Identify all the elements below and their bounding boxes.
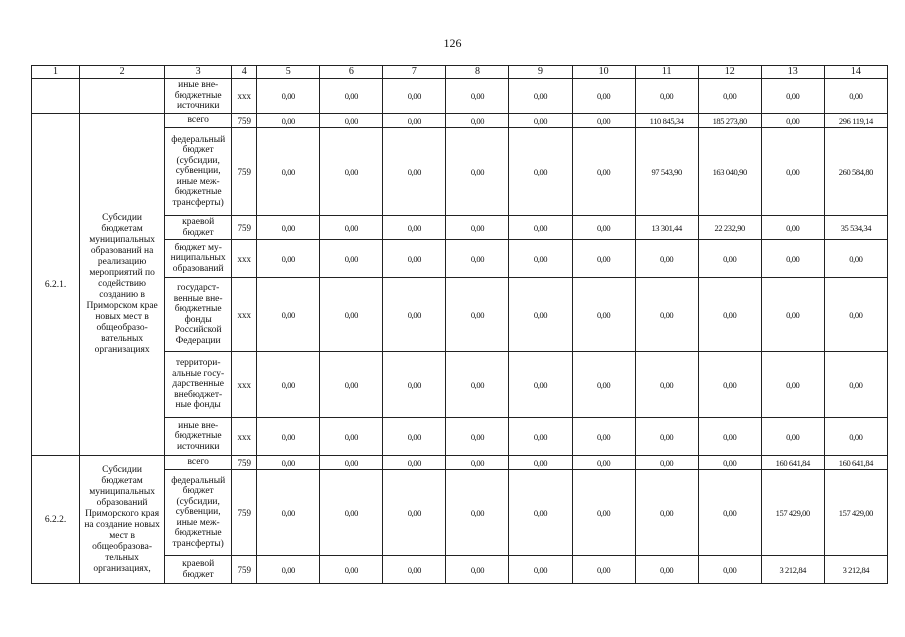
value-cell: 0,00 (320, 79, 383, 114)
value-cell: 0,00 (761, 352, 824, 418)
source-cell: всего (165, 114, 232, 128)
header-cell: 9 (509, 66, 572, 79)
value-cell: 3 212,84 (824, 556, 887, 584)
value-cell: 160 641,84 (824, 456, 887, 470)
header-cell: 13 (761, 66, 824, 79)
value-cell: 0,00 (320, 456, 383, 470)
header-cell: 8 (446, 66, 509, 79)
value-cell: 0,00 (446, 456, 509, 470)
value-cell: 0,00 (572, 128, 635, 216)
value-cell: 0,00 (446, 128, 509, 216)
value-cell: 0,00 (698, 79, 761, 114)
value-cell: 0,00 (446, 114, 509, 128)
value-cell: 0,00 (446, 79, 509, 114)
value-cell: 0,00 (383, 278, 446, 352)
value-cell: 0,00 (572, 216, 635, 240)
value-cell: 0,00 (320, 128, 383, 216)
value-cell: 0,00 (509, 556, 572, 584)
value-cell: 0,00 (761, 114, 824, 128)
code-cell: 6.2.2. (32, 456, 80, 584)
kbk-cell: ххх (232, 79, 257, 114)
value-cell: 0,00 (824, 352, 887, 418)
value-cell: 0,00 (257, 278, 320, 352)
value-cell: 163 040,90 (698, 128, 761, 216)
value-cell: 0,00 (635, 556, 698, 584)
source-cell: бюджет му-ниципальных образований (165, 240, 232, 278)
value-cell: 0,00 (257, 79, 320, 114)
header-row (32, 66, 888, 79)
budget-table (31, 65, 888, 584)
header-cell: 2 (80, 66, 165, 79)
source-cell: краевой бюджет (165, 556, 232, 584)
value-cell: 0,00 (257, 352, 320, 418)
value-cell: 0,00 (761, 278, 824, 352)
value-cell: 0,00 (383, 114, 446, 128)
value-cell: 0,00 (320, 418, 383, 456)
value-cell: 0,00 (257, 128, 320, 216)
value-cell: 0,00 (320, 216, 383, 240)
value-cell: 157 429,00 (761, 470, 824, 556)
value-cell: 0,00 (572, 418, 635, 456)
header-cell: 3 (165, 66, 232, 79)
value-cell: 0,00 (509, 418, 572, 456)
table-row (32, 456, 888, 470)
value-cell: 0,00 (572, 114, 635, 128)
value-cell: 0,00 (383, 79, 446, 114)
header-cell: 14 (824, 66, 887, 79)
value-cell: 0,00 (446, 278, 509, 352)
value-cell: 0,00 (572, 556, 635, 584)
header-cell: 4 (232, 66, 257, 79)
value-cell: 296 119,14 (824, 114, 887, 128)
kbk-cell: ххх (232, 240, 257, 278)
source-cell: федеральный бюджет (субсидии, субвенции, иные меж-бюджетные трансферты) (165, 128, 232, 216)
value-cell: 0,00 (509, 456, 572, 470)
code-cell: 6.2.1. (32, 114, 80, 456)
value-cell: 0,00 (383, 352, 446, 418)
value-cell: 0,00 (509, 79, 572, 114)
value-cell: 0,00 (572, 240, 635, 278)
source-cell: территори-альные госу-дарственные внебюджет-ные фонды (165, 352, 232, 418)
value-cell: 0,00 (320, 352, 383, 418)
value-cell: 0,00 (572, 470, 635, 556)
kbk-cell: ххх (232, 352, 257, 418)
value-cell: 0,00 (257, 216, 320, 240)
value-cell: 0,00 (761, 79, 824, 114)
value-cell: 0,00 (698, 470, 761, 556)
value-cell: 0,00 (446, 216, 509, 240)
value-cell: 0,00 (446, 418, 509, 456)
table-row (32, 114, 888, 128)
source-cell: федеральный бюджет (субсидии, субвенции, иные меж-бюджетные трансферты) (165, 470, 232, 556)
value-cell: 0,00 (824, 278, 887, 352)
value-cell: 0,00 (257, 470, 320, 556)
value-cell: 185 273,80 (698, 114, 761, 128)
value-cell: 0,00 (698, 418, 761, 456)
value-cell: 0,00 (761, 418, 824, 456)
value-cell: 0,00 (761, 240, 824, 278)
description-cell (80, 79, 165, 114)
header-cell: 5 (257, 66, 320, 79)
description-cell: Субсидии бюджетам муниципальных образований на реализацию мероприятий по содействию созданию в Приморском крае новых мест в общеобразо-вательных организациях (80, 114, 165, 456)
value-cell: 0,00 (509, 278, 572, 352)
value-cell: 3 212,84 (761, 556, 824, 584)
value-cell: 0,00 (383, 418, 446, 456)
value-cell: 0,00 (698, 352, 761, 418)
value-cell: 0,00 (320, 470, 383, 556)
value-cell: 0,00 (383, 216, 446, 240)
value-cell: 0,00 (320, 240, 383, 278)
kbk-cell: 759 (232, 556, 257, 584)
value-cell: 35 534,34 (824, 216, 887, 240)
value-cell: 13 301,44 (635, 216, 698, 240)
value-cell: 0,00 (635, 278, 698, 352)
value-cell: 0,00 (635, 418, 698, 456)
value-cell: 0,00 (257, 556, 320, 584)
header-cell: 1 (32, 66, 80, 79)
value-cell: 0,00 (509, 114, 572, 128)
value-cell: 0,00 (320, 278, 383, 352)
value-cell: 0,00 (509, 470, 572, 556)
value-cell: 0,00 (698, 240, 761, 278)
value-cell: 0,00 (446, 240, 509, 278)
kbk-cell: ххх (232, 418, 257, 456)
value-cell: 0,00 (761, 128, 824, 216)
value-cell: 0,00 (572, 456, 635, 470)
value-cell: 0,00 (698, 556, 761, 584)
kbk-cell: 759 (232, 128, 257, 216)
value-cell: 0,00 (383, 240, 446, 278)
header-cell: 10 (572, 66, 635, 79)
header-cell: 7 (383, 66, 446, 79)
value-cell: 0,00 (383, 456, 446, 470)
value-cell: 0,00 (824, 240, 887, 278)
value-cell: 97 543,90 (635, 128, 698, 216)
header-cell: 6 (320, 66, 383, 79)
value-cell: 22 232,90 (698, 216, 761, 240)
page-number: 126 (443, 36, 462, 50)
source-cell: иные вне-бюджетные источники (165, 79, 232, 114)
value-cell: 0,00 (446, 470, 509, 556)
code-cell (32, 79, 80, 114)
kbk-cell: ххх (232, 278, 257, 352)
source-cell: всего (165, 456, 232, 470)
source-cell: краевой бюджет (165, 216, 232, 240)
value-cell: 0,00 (572, 352, 635, 418)
value-cell: 0,00 (824, 418, 887, 456)
value-cell: 0,00 (761, 216, 824, 240)
value-cell: 0,00 (698, 456, 761, 470)
value-cell: 0,00 (572, 278, 635, 352)
value-cell: 0,00 (635, 79, 698, 114)
value-cell: 0,00 (635, 352, 698, 418)
value-cell: 160 641,84 (761, 456, 824, 470)
description-cell: Субсидии бюджетам муниципальных образований Приморского края на создание новых мест в общеобразова-тельных организациях, (80, 456, 165, 584)
value-cell: 260 584,80 (824, 128, 887, 216)
kbk-cell: 759 (232, 216, 257, 240)
value-cell: 0,00 (383, 128, 446, 216)
source-cell: государст-венные вне-бюджетные фонды Российской Федерации (165, 278, 232, 352)
value-cell: 0,00 (257, 114, 320, 128)
value-cell: 0,00 (635, 456, 698, 470)
value-cell: 0,00 (509, 240, 572, 278)
value-cell: 0,00 (446, 352, 509, 418)
value-cell: 0,00 (257, 418, 320, 456)
value-cell: 0,00 (383, 470, 446, 556)
value-cell: 0,00 (320, 114, 383, 128)
value-cell: 0,00 (635, 470, 698, 556)
value-cell: 0,00 (257, 456, 320, 470)
value-cell: 0,00 (509, 216, 572, 240)
value-cell: 0,00 (698, 278, 761, 352)
kbk-cell: 759 (232, 456, 257, 470)
value-cell: 0,00 (824, 79, 887, 114)
value-cell: 0,00 (446, 556, 509, 584)
value-cell: 0,00 (509, 128, 572, 216)
value-cell: 110 845,34 (635, 114, 698, 128)
source-cell: иные вне-бюджетные источники (165, 418, 232, 456)
table-row (32, 79, 888, 114)
value-cell: 0,00 (320, 556, 383, 584)
value-cell: 157 429,00 (824, 470, 887, 556)
kbk-cell: 759 (232, 470, 257, 556)
header-cell: 12 (698, 66, 761, 79)
value-cell: 0,00 (509, 352, 572, 418)
value-cell: 0,00 (383, 556, 446, 584)
value-cell: 0,00 (257, 240, 320, 278)
value-cell: 0,00 (572, 79, 635, 114)
header-cell: 11 (635, 66, 698, 79)
value-cell: 0,00 (635, 240, 698, 278)
kbk-cell: 759 (232, 114, 257, 128)
table-body (32, 66, 888, 584)
